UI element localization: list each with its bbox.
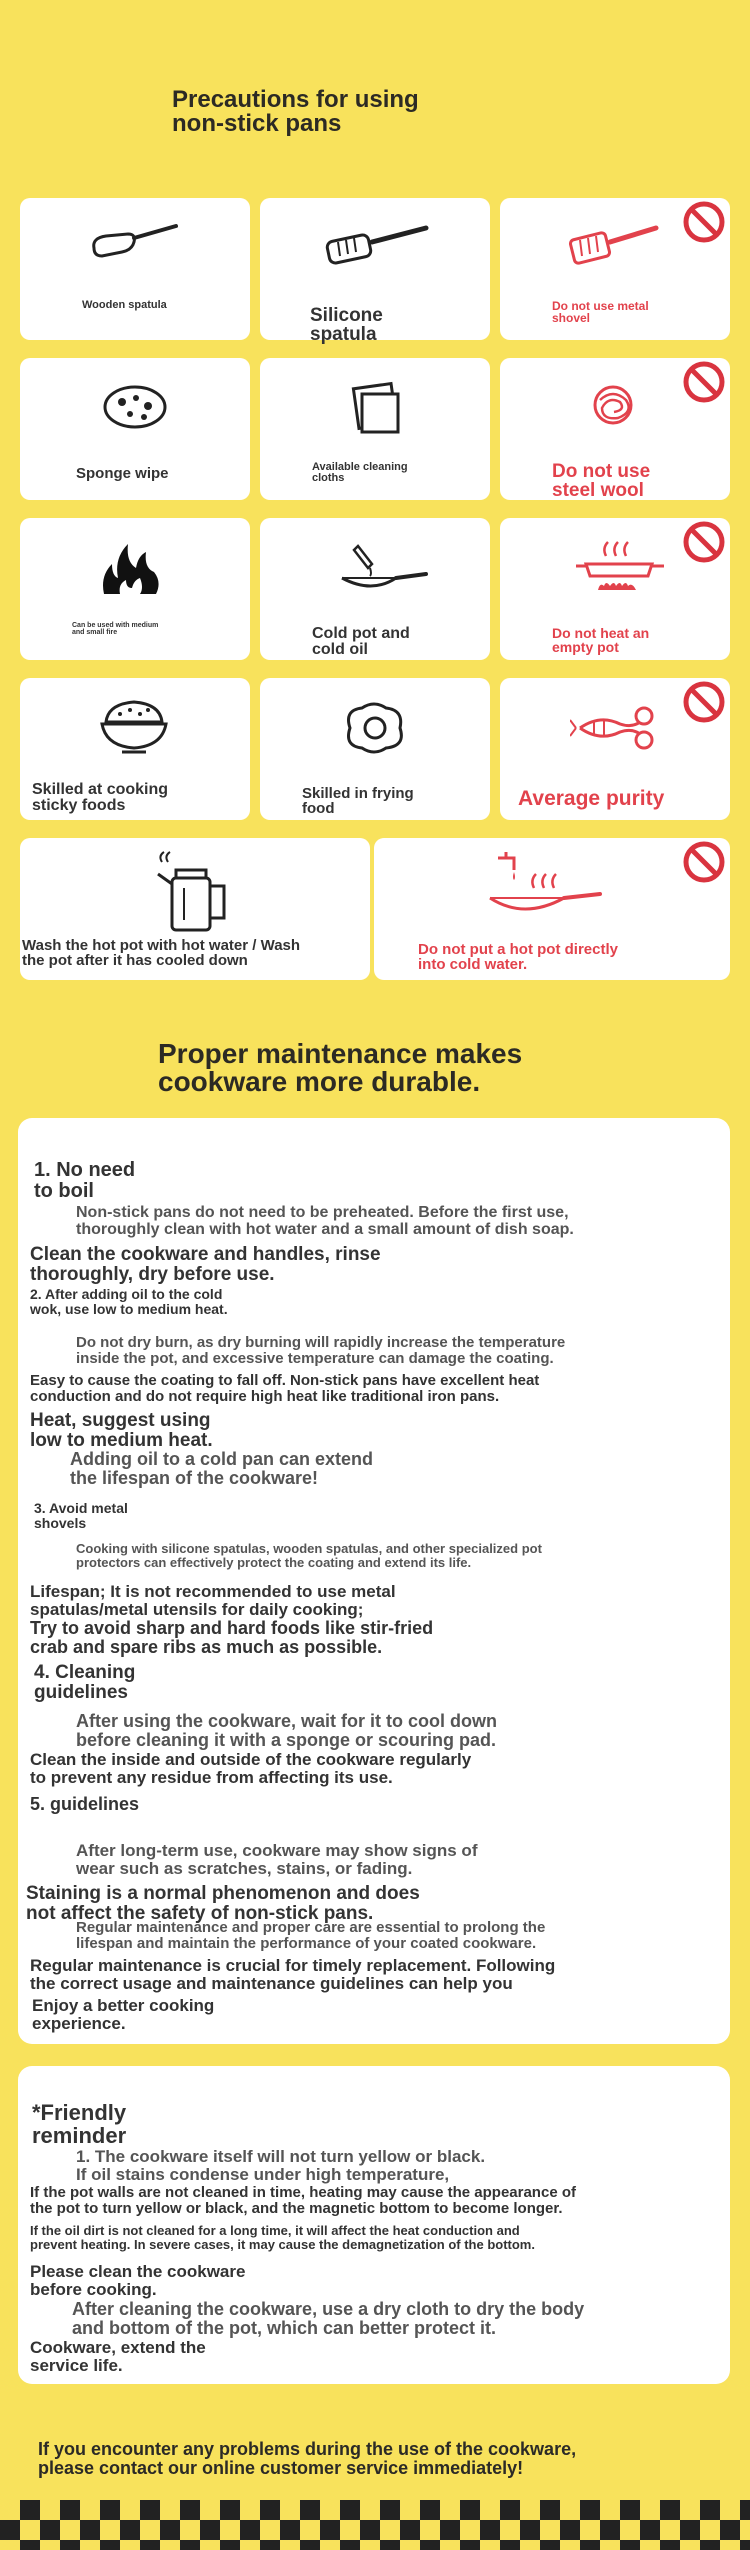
empty-pot-icon (572, 538, 672, 603)
paragraph-line: Clean the inside and outside of the cookware regularly to prevent any residue from affecting its use. (30, 1750, 472, 1787)
checkered-border (0, 2500, 750, 2550)
reminder-line: Please clean the cookware before cooking. (30, 2262, 246, 2299)
paragraph-line: Non-stick pans do not need to be preheated. Before the first use, thoroughly clean with hot water and a small amount of dish soap. (76, 1204, 574, 1238)
precaution-card (500, 358, 730, 500)
section-heading: 1. No need to boil (34, 1159, 136, 1202)
paragraph-line: Adding oil to a cold pan can extend the lifespan of the cookware! (70, 1449, 374, 1488)
section-heading: 3. Avoid metal shovels (34, 1500, 128, 1531)
card-label: Skilled in frying food (302, 785, 414, 817)
card-label: Do not put a hot pot directly into cold water. (418, 941, 618, 973)
paragraph-line: Cooking with silicone spatulas, wooden spatulas, and other specialized pot protectors can effectively protect the coating and extend its life. (76, 1541, 542, 1570)
paragraph-line: Heat, suggest using low to medium heat. (30, 1410, 213, 1451)
slotted-spatula-icon (322, 220, 432, 275)
reminder-line: After cleaning the cookware, use a dry cloth to dry the body and bottom of the pot, which can better protect it. (72, 2299, 585, 2338)
lobster-icon (570, 698, 660, 763)
reminder-line: If the pot walls are not cleaned in time, heating may cause the appearance of the pot to turn yellow or black, and the magnetic bottom to become longer. (30, 2184, 576, 2217)
precaution-card (260, 678, 490, 820)
card-label: Average purity (518, 787, 665, 810)
prohibited-icon (682, 520, 726, 564)
kettle-icon (154, 848, 234, 943)
precaution-card (20, 358, 250, 500)
paragraph-line: Regular maintenance is crucial for timely replacement. Following the correct usage and maintenance guidelines can help you (30, 1956, 556, 1993)
card-label: Available cleaning cloths (312, 461, 408, 484)
precaution-card (20, 838, 370, 980)
card-label: Do not use metal shovel (552, 299, 649, 325)
precaution-card (260, 358, 490, 500)
card-label: Do not heat an empty pot (552, 625, 650, 655)
card-label: Do not use steel wool (552, 461, 651, 501)
precaution-card (374, 838, 730, 980)
sponge-icon (100, 382, 170, 437)
section-heading: 5. guidelines (30, 1794, 140, 1814)
fried-egg-icon (340, 698, 410, 763)
paragraph-line: Regular maintenance and proper care are essential to prolong the lifespan and maintain the performance of your coated cookware. (76, 1919, 546, 1952)
paragraph-line: After long-term use, cookware may show signs of wear such as scratches, stains, or fading. (76, 1841, 478, 1878)
paragraph-line: Staining is a normal phenomenon and does not affect the safety of non-stick pans. (26, 1883, 420, 1924)
water-tap-pan-icon (484, 848, 604, 933)
prohibited-icon (682, 680, 726, 724)
paragraph-line: Try to avoid sharp and hard foods like stir-fried crab and spare ribs as much as possible. (30, 1618, 434, 1657)
card-label: Cold pot and cold oil (312, 625, 410, 658)
paragraph-line: Easy to cause the coating to fall off. Non-stick pans have excellent heat conduction and do not require high heat like traditional iron pans. (30, 1372, 540, 1405)
cloth-icon (344, 380, 404, 445)
prohibited-icon (682, 200, 726, 244)
card-label: Wooden spatula (82, 299, 167, 311)
prohibited-icon (682, 840, 726, 884)
reminder-heading: *Friendly reminder (32, 2100, 127, 2149)
paragraph-line: Lifespan; It is not recommended to use metal spatulas/metal utensils for daily cooking; (30, 1582, 396, 1619)
reminder-line: 1. The cookware itself will not turn yellow or black. If oil stains condense under high temperature, (76, 2147, 486, 2184)
reminder-line: Cookware, extend the service life. (30, 2338, 206, 2375)
paragraph-line: Do not dry burn, as dry burning will rapidly increase the temperature inside the pot, and excessive temperature can damage the coating. (76, 1334, 566, 1367)
steel-wool-icon (588, 380, 638, 435)
precaution-card (20, 518, 250, 660)
spatula-icon (84, 218, 184, 273)
precaution-card (500, 678, 730, 820)
card-label: Wash the hot pot with hot water / Wash the pot after it has cooled down (22, 937, 301, 969)
metal-shovel-icon (564, 220, 664, 275)
prohibited-icon (682, 360, 726, 404)
card-label: Can be used with medium and small fire (72, 622, 159, 636)
section-heading: 4. Cleaning guidelines (34, 1662, 136, 1703)
page-title: Precautions for using non-stick pans (172, 86, 419, 137)
reminder-line: If the oil dirt is not cleaned for a long time, it will affect the heat conduction and prevent heating. In severe cases, it may cause the demagnetization of the bottom. (30, 2223, 535, 2252)
card-label: Skilled at cooking sticky foods (32, 781, 169, 814)
precaution-card (500, 518, 730, 660)
precaution-card (260, 198, 490, 345)
paragraph-line: After using the cookware, wait for it to cool down before cleaning it with a sponge or scouring pad. (76, 1711, 498, 1750)
precaution-card (20, 198, 250, 340)
rice-bowl-icon (94, 696, 174, 761)
card-label: Sponge wipe (76, 465, 169, 482)
precaution-card (260, 518, 490, 660)
section-heading: 2. After adding oil to the cold wok, use low to medium heat. (30, 1286, 228, 1317)
footer-contact-note: If you encounter any problems during the use of the cookware, please contact our online customer service immediately! (38, 2439, 577, 2478)
card-label: Silicone spatula (310, 305, 383, 345)
maintenance-title: Proper maintenance makes cookware more durable. (158, 1038, 523, 1097)
precaution-card (20, 678, 250, 820)
paragraph-line: Clean the cookware and handles, rinse thoroughly, dry before use. (30, 1244, 381, 1285)
precaution-card (500, 198, 730, 340)
oil-pan-icon (332, 538, 432, 603)
paragraph-line: Enjoy a better cooking experience. (32, 1996, 215, 2033)
flame-icon (96, 538, 166, 603)
